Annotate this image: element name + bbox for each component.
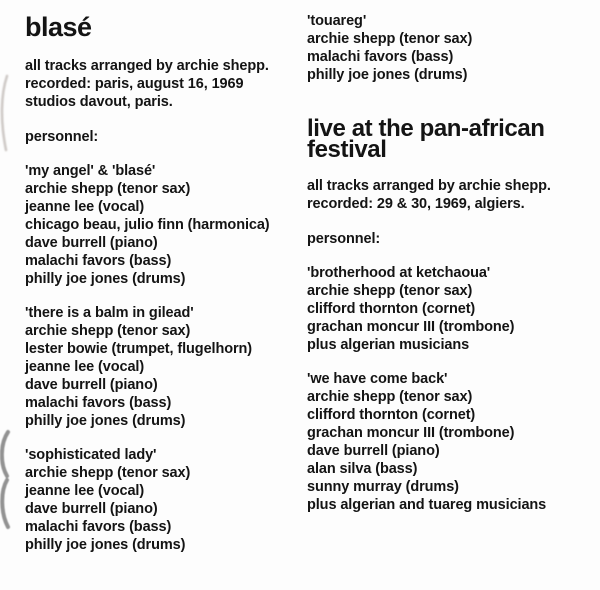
- album-title-line: festival: [307, 136, 387, 163]
- personnel-label: personnel:: [307, 231, 381, 247]
- personnel-line: jeanne lee (vocal): [25, 359, 145, 375]
- personnel-line: philly joe jones (drums): [307, 67, 468, 83]
- personnel-line: grachan moncur III (trombone): [307, 319, 515, 335]
- album-title-blase: blasé: [25, 12, 92, 42]
- personnel-line: philly joe jones (drums): [25, 271, 186, 287]
- album-credits: [25, 57, 301, 111]
- track-title: 'sophisticated lady': [25, 447, 157, 463]
- personnel-line: jeanne lee (vocal): [25, 199, 145, 215]
- right-column: [307, 0, 595, 514]
- left-column: [25, 0, 301, 554]
- track-title: 'there is a balm in gilead': [25, 305, 194, 321]
- track-title: 'my angel' & 'blasé': [25, 163, 156, 179]
- personnel-line: dave burrell (piano): [25, 377, 158, 393]
- personnel-line: plus algerian and tuareg musicians: [307, 497, 547, 513]
- personnel-line: malachi favors (bass): [307, 49, 454, 65]
- staple-artifact: [0, 426, 14, 534]
- personnel-line: archie shepp (tenor sax): [307, 389, 473, 405]
- personnel-line: archie shepp (tenor sax): [307, 283, 473, 299]
- personnel-line: jeanne lee (vocal): [25, 483, 145, 499]
- personnel-line: clifford thornton (cornet): [307, 301, 476, 317]
- personnel-line: chicago beau, julio finn (harmonica): [25, 217, 270, 233]
- credit-line: recorded: paris, august 16, 1969: [25, 76, 244, 92]
- album-title-pan-african-festival: [307, 115, 595, 163]
- page-curl-artifact: [0, 72, 12, 154]
- album-title-line: live at the pan-african: [307, 115, 545, 142]
- personnel-line: sunny murray (drums): [307, 479, 459, 495]
- personnel-line: malachi favors (bass): [25, 395, 172, 411]
- album-credits: [307, 177, 595, 213]
- personnel-line: malachi favors (bass): [25, 253, 172, 269]
- track-title: 'touareg': [307, 13, 367, 29]
- personnel-line: archie shepp (tenor sax): [307, 31, 473, 47]
- track-section-brotherhood-at-ketchaoua: [307, 264, 595, 354]
- personnel-line: malachi favors (bass): [25, 519, 172, 535]
- personnel-line: dave burrell (piano): [25, 501, 158, 517]
- credit-line: recorded: 29 & 30, 1969, algiers.: [307, 196, 525, 212]
- personnel-line: clifford thornton (cornet): [307, 407, 476, 423]
- personnel-line: alan silva (bass): [307, 461, 418, 477]
- credit-line: studios davout, paris.: [25, 94, 173, 110]
- track-section-balm-in-gilead: [25, 304, 301, 430]
- personnel-line: archie shepp (tenor sax): [25, 181, 191, 197]
- personnel-line: dave burrell (piano): [25, 235, 158, 251]
- personnel-line: lester bowie (trumpet, flugelhorn): [25, 341, 253, 357]
- track-title: 'we have come back': [307, 371, 448, 387]
- track-section-sophisticated-lady: [25, 446, 301, 554]
- personnel-line: archie shepp (tenor sax): [25, 323, 191, 339]
- personnel-line: philly joe jones (drums): [25, 413, 186, 429]
- track-section-we-have-come-back: [307, 370, 595, 514]
- personnel-line: archie shepp (tenor sax): [25, 465, 191, 481]
- track-title: 'brotherhood at ketchaoua': [307, 265, 491, 281]
- track-section-my-angel-blase: [25, 162, 301, 288]
- credit-line: all tracks arranged by archie shepp.: [307, 178, 551, 194]
- track-section-touareg: [307, 12, 595, 84]
- personnel-line: philly joe jones (drums): [25, 537, 186, 553]
- personnel-line: plus algerian musicians: [307, 337, 470, 353]
- personnel-line: grachan moncur III (trombone): [307, 425, 515, 441]
- personnel-label: personnel:: [25, 129, 99, 145]
- credit-line: all tracks arranged by archie shepp.: [25, 58, 269, 74]
- personnel-line: dave burrell (piano): [307, 443, 440, 459]
